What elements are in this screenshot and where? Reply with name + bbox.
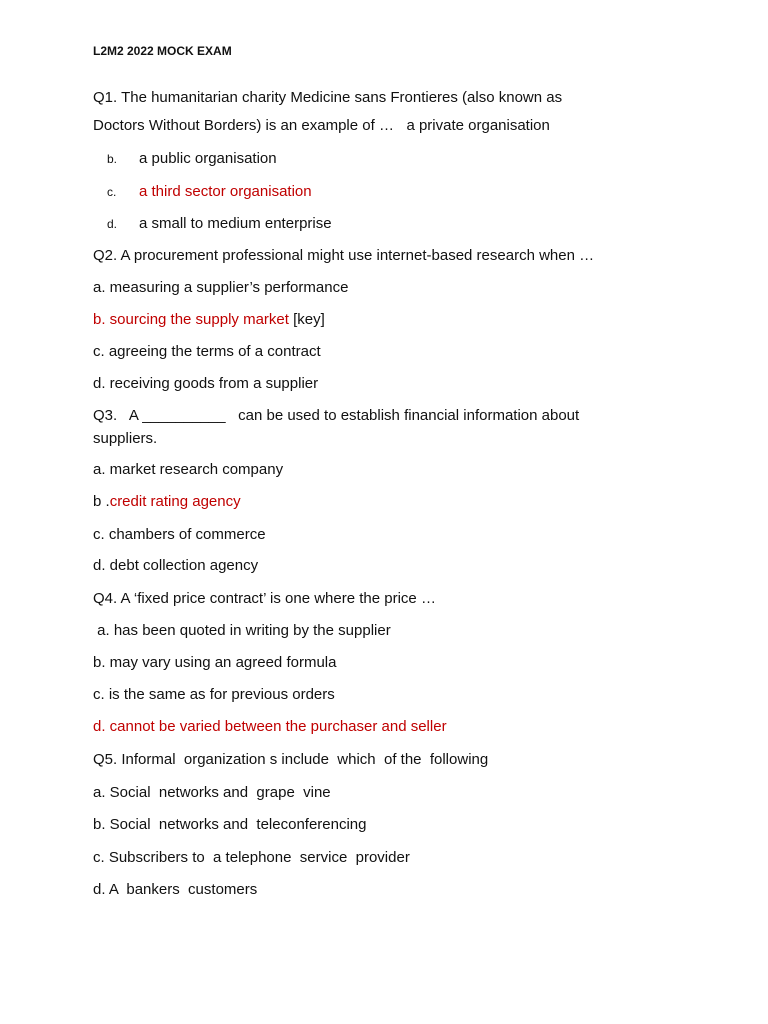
q1-option-c-text-answer: a third sector organisation: [139, 183, 312, 200]
q2-option-c: c. agreeing the terms of a contract: [93, 343, 321, 360]
q5-option-c: c. Subscribers to a telephone service provider: [93, 849, 410, 866]
q4-option-b: b. may vary using an agreed formula: [93, 654, 337, 671]
q1-option-d-marker: d.: [107, 217, 118, 231]
q3-option-d: d. debt collection agency: [93, 557, 259, 574]
q5-stem: Q5. Informal organization s include which of the following: [93, 751, 489, 768]
q2-option-a: a. measuring a supplier’s performance: [93, 279, 349, 296]
q4-option-a: a. has been quoted in writing by the supplier: [93, 622, 391, 639]
q3-option-a: a. market research company: [93, 461, 284, 478]
q4-option-c: c. is the same as for previous orders: [93, 686, 335, 703]
q5-option-b: b. Social networks and teleconferencing: [93, 816, 367, 833]
q3-stem-line2: suppliers.: [93, 430, 158, 447]
q1-stem-line1: Q1. The humanitarian charity Medicine sans Frontieres (also known as: [93, 89, 563, 106]
q2-option-d: d. receiving goods from a supplier: [93, 375, 319, 392]
q4-option-d-answer: d. cannot be varied between the purchaser and seller: [93, 718, 447, 735]
q5-option-a: a. Social networks and grape vine: [93, 784, 331, 801]
q2-stem: Q2. A procurement professional might use internet-based research when …: [93, 247, 595, 264]
q1-option-b-marker: b.: [107, 152, 118, 166]
exam-header: L2M2 2022 MOCK EXAM: [93, 44, 232, 58]
q3-stem-line1: Q3. A __________ can be used to establish financial information about: [93, 407, 580, 424]
q3-option-c: c. chambers of commerce: [93, 526, 266, 543]
q1-option-c-marker: c.: [107, 185, 117, 199]
q2-option-b-key: [key]: [288, 311, 325, 328]
q4-stem: Q4. A ‘fixed price contract’ is one where the price …: [93, 590, 436, 607]
q1-stem-line2: Doctors Without Borders) is an example of … a private organisation: [93, 117, 550, 134]
q5-option-d: d. A bankers customers: [93, 881, 258, 898]
q2-option-b: [93, 310, 325, 330]
q2-option-b-answer: b. sourcing the supply market: [93, 311, 289, 328]
q3-option-b-answer: credit rating agency: [109, 493, 241, 510]
q1-option-d-text: a small to medium enterprise: [139, 215, 332, 232]
q3-option-b: [93, 492, 241, 512]
q3-option-b-prefix: b .: [93, 493, 110, 510]
q1-option-b-text: a public organisation: [139, 150, 277, 167]
